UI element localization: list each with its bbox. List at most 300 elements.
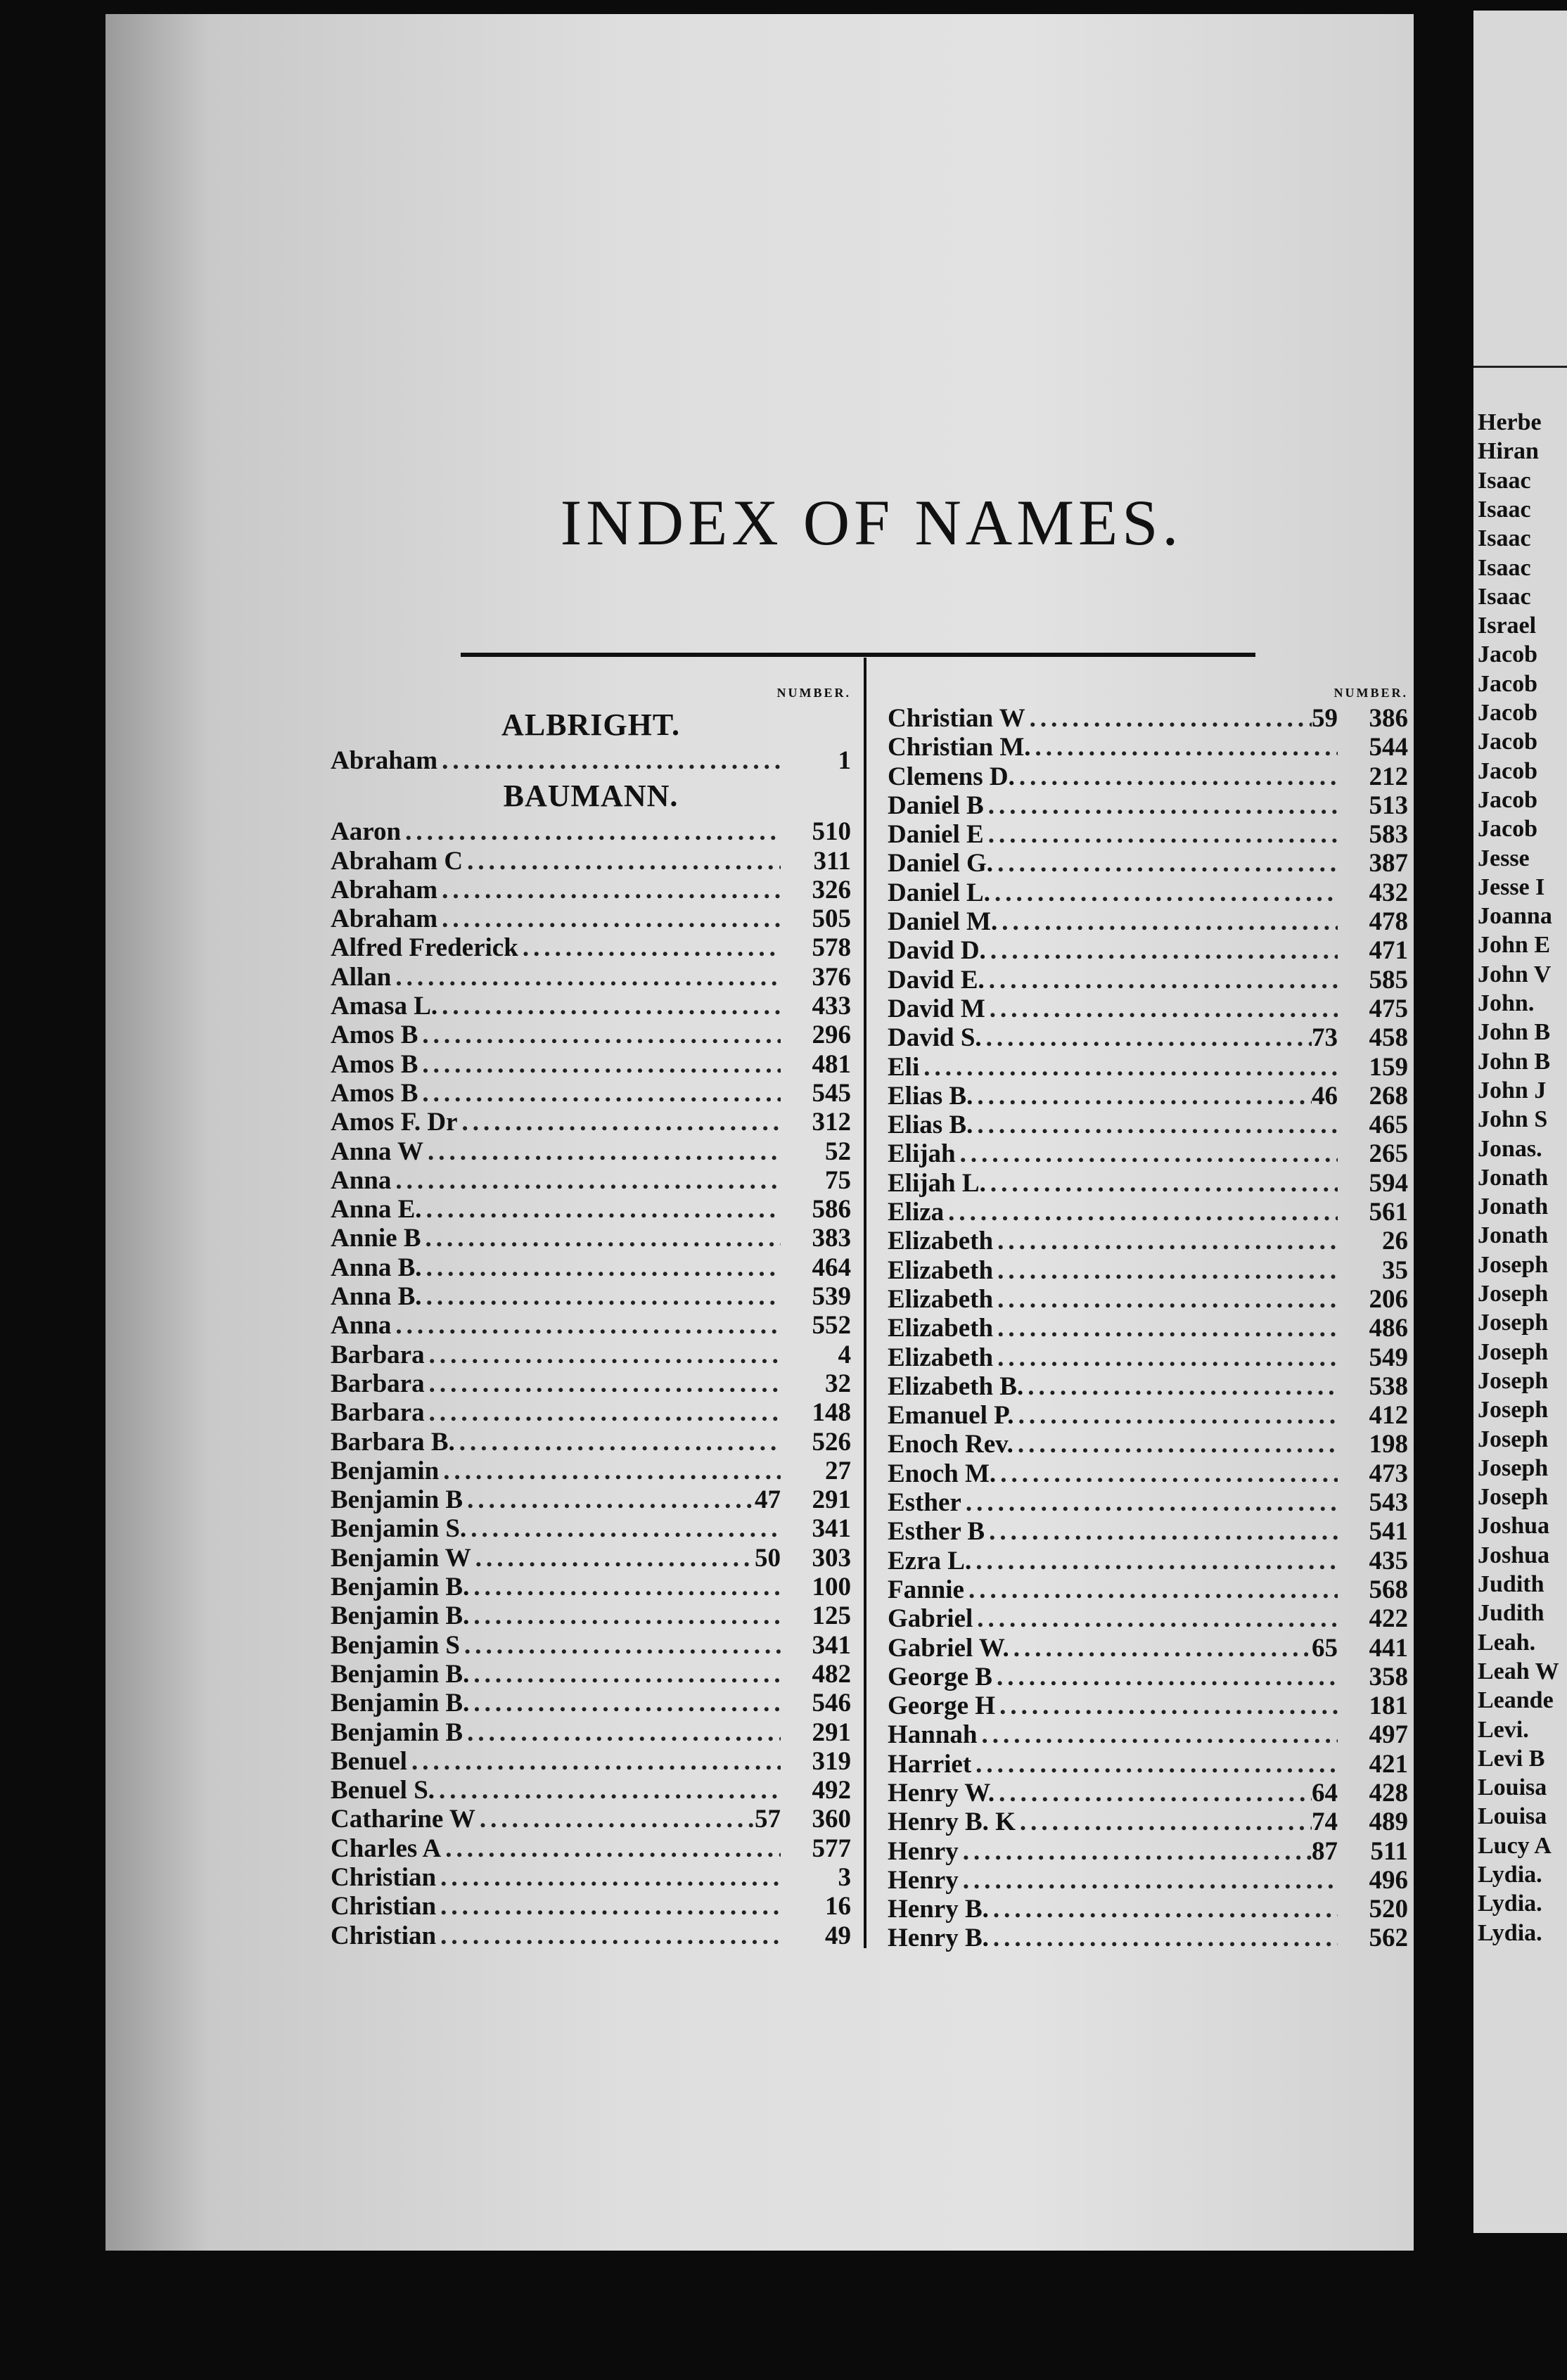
leader-dots — [973, 1082, 1312, 1111]
entry-name: Christian — [331, 1921, 437, 1950]
entry-number: 497 — [1369, 1720, 1408, 1750]
index-entry — [331, 1689, 851, 1717]
facing-page — [1473, 11, 1567, 2233]
index-entry — [888, 1547, 1408, 1575]
entry-number: 458 — [1369, 1023, 1408, 1053]
facing-page-entry: Joseph — [1478, 1281, 1549, 1307]
entry-number: 428 — [1369, 1778, 1408, 1808]
leader-dots — [463, 1718, 781, 1747]
facing-page-entry: Joseph — [1478, 1454, 1549, 1481]
index-entry — [888, 1808, 1408, 1836]
index-entry — [331, 1341, 851, 1369]
entry-name: Eli — [888, 1052, 920, 1082]
entry-name: Barbara — [331, 1340, 425, 1369]
entry-number: 552 — [812, 1311, 851, 1341]
leader-dots — [418, 1050, 781, 1079]
entry-name: Amos B — [331, 1049, 418, 1079]
leader-dots — [985, 966, 1338, 994]
entry-number: 268 — [1369, 1081, 1408, 1111]
index-entry — [888, 878, 1408, 907]
entry-name: Henry — [888, 1865, 959, 1895]
entry-number: 561 — [1369, 1198, 1408, 1227]
entry-name: Gabriel — [888, 1604, 973, 1634]
index-entry — [888, 1256, 1408, 1285]
facing-page-entry: Hiran — [1478, 438, 1539, 465]
entry-name: Abraham — [331, 746, 438, 775]
leader-dots — [469, 1660, 781, 1689]
entry-number: 489 — [1369, 1808, 1408, 1837]
entry-number: 511 — [1370, 1836, 1408, 1866]
facing-page-entry: Judith — [1478, 1600, 1544, 1627]
entry-number: 586 — [812, 1195, 851, 1224]
entry-name: Henry B. — [888, 1895, 989, 1924]
index-entry — [331, 1253, 851, 1282]
leader-dots — [466, 1514, 781, 1543]
entry-reference: 46 — [1312, 1081, 1338, 1111]
leader-dots — [460, 1631, 781, 1660]
entry-number: 383 — [812, 1224, 851, 1253]
entry-name: Elizabeth — [888, 1255, 994, 1285]
facing-page-entry: Jacob — [1478, 641, 1537, 668]
entry-name: Benuel — [331, 1746, 407, 1776]
entry-number: 212 — [1369, 762, 1408, 791]
entry-name: Barbara — [331, 1369, 425, 1398]
facing-page-entry: Jonas. — [1478, 1135, 1542, 1162]
entry-name: Barbara — [331, 1398, 425, 1428]
entry-name: Ezra L. — [888, 1546, 972, 1575]
index-entry — [331, 1863, 851, 1892]
leader-dots — [993, 1285, 1338, 1314]
facing-page-entry: Jacob — [1478, 700, 1537, 726]
facing-page-entry: Joshua — [1478, 1542, 1550, 1568]
entry-name: Hannah — [888, 1720, 978, 1750]
facing-page-entry: Lydia. — [1478, 1862, 1542, 1888]
index-entry — [331, 963, 851, 992]
facing-page-entry: John V — [1478, 961, 1552, 987]
entry-name: Benuel S. — [331, 1776, 435, 1805]
entry-number: 52 — [825, 1137, 851, 1166]
index-entry — [888, 1750, 1408, 1779]
leader-dots — [463, 847, 781, 876]
entry-name: David D. — [888, 936, 986, 966]
index-entry — [331, 1224, 851, 1253]
index-entry — [888, 1139, 1408, 1168]
leader-dots — [469, 1601, 781, 1630]
index-entry — [888, 1459, 1408, 1488]
leader-dots — [985, 994, 1338, 1023]
facing-page-entry: Jonath — [1478, 1164, 1549, 1191]
entry-number: 513 — [1369, 791, 1408, 820]
entry-name: Henry B. K — [888, 1808, 1016, 1837]
index-entry — [331, 1166, 851, 1195]
entry-number: 541 — [1369, 1517, 1408, 1547]
left-column — [331, 686, 851, 1950]
index-entry — [888, 1111, 1408, 1139]
entry-number: 26 — [1382, 1227, 1408, 1256]
surname-heading: ALBRIGHT. — [501, 708, 680, 742]
leader-dots — [436, 1892, 781, 1921]
entry-name: Anna B. — [331, 1253, 422, 1282]
entry-number: 505 — [812, 904, 851, 934]
index-entry — [888, 1488, 1408, 1517]
entry-number: 473 — [1369, 1459, 1408, 1488]
index-entry — [888, 1634, 1408, 1663]
entry-name: Daniel B — [888, 791, 984, 820]
leader-dots — [437, 746, 781, 775]
leader-dots — [391, 1166, 781, 1195]
facing-page-entry: Levi B — [1478, 1745, 1545, 1772]
facing-page-entry: John E — [1478, 932, 1550, 959]
entry-name: Esther B — [888, 1517, 985, 1547]
leader-dots — [973, 1111, 1338, 1139]
leader-dots — [971, 1750, 1338, 1779]
entry-number: 386 — [1369, 704, 1408, 733]
index-entry — [888, 1895, 1408, 1924]
entry-name: Catharine W — [331, 1805, 475, 1834]
facing-page-entry: Joseph — [1478, 1484, 1549, 1511]
entry-name: Barbara B. — [331, 1427, 455, 1457]
entry-name: Elizabeth — [888, 1314, 994, 1343]
entry-number: 583 — [1369, 820, 1408, 850]
leader-dots — [436, 1863, 781, 1892]
page-title: INDEX OF NAMES. — [560, 487, 1183, 558]
index-entry — [331, 1021, 851, 1049]
leader-dots — [992, 1663, 1338, 1691]
facing-page-entry: John B — [1478, 1019, 1550, 1046]
index-entry — [331, 876, 851, 904]
index-entry — [331, 1601, 851, 1630]
leader-dots — [455, 1428, 781, 1457]
entry-number: 422 — [1369, 1604, 1408, 1634]
entry-reference: 59 — [1312, 704, 1338, 733]
index-entry — [888, 791, 1408, 820]
facing-page-entry: Judith — [1478, 1571, 1544, 1597]
facing-page-entry: Leah W — [1478, 1658, 1559, 1684]
index-entry — [331, 847, 851, 876]
entry-number: 159 — [1369, 1052, 1408, 1082]
facing-page-entry: Jacob — [1478, 786, 1537, 813]
entry-name: Benjamin S — [331, 1630, 461, 1660]
index-entry — [888, 936, 1408, 965]
leader-dots — [1023, 1372, 1338, 1401]
entry-number: 538 — [1369, 1371, 1408, 1401]
entry-name: Henry B. — [888, 1924, 989, 1953]
facing-page-entry: Jacob — [1478, 670, 1537, 697]
facing-page-entry: Louisa — [1478, 1803, 1547, 1830]
facing-page-entry: Isaac — [1478, 554, 1531, 581]
entry-number: 544 — [1369, 733, 1408, 762]
facing-page-entry: Levi. — [1478, 1716, 1529, 1743]
index-entry — [331, 1137, 851, 1166]
leader-dots — [995, 1691, 1338, 1720]
header-rule — [461, 653, 1255, 657]
leader-dots — [436, 1921, 781, 1950]
entry-number: 478 — [1369, 907, 1408, 937]
leader-dots — [425, 1341, 781, 1369]
right-column — [888, 686, 1408, 1953]
facing-page-entry: John S — [1478, 1106, 1548, 1133]
entry-name: Anna W — [331, 1137, 423, 1166]
index-entry — [888, 1866, 1408, 1895]
leader-dots — [1013, 1430, 1338, 1459]
entry-number: 475 — [1369, 994, 1408, 1023]
entry-number: 312 — [812, 1108, 851, 1137]
entry-number: 1 — [838, 746, 851, 775]
facing-page-entry: Joseph — [1478, 1397, 1549, 1423]
entry-number: 492 — [812, 1776, 851, 1805]
entry-number: 100 — [812, 1573, 851, 1602]
leader-dots — [973, 1604, 1338, 1633]
index-entry — [331, 1892, 851, 1921]
leader-dots — [1025, 704, 1312, 733]
leader-dots — [425, 1369, 781, 1398]
index-entry — [331, 1457, 851, 1485]
entry-number: 421 — [1369, 1749, 1408, 1779]
leader-dots — [993, 1256, 1338, 1285]
entry-name: Daniel G. — [888, 849, 994, 878]
leader-dots — [959, 1837, 1312, 1866]
leader-dots — [984, 820, 1338, 849]
facing-page-entry: Leande — [1478, 1687, 1554, 1714]
index-entry — [331, 1079, 851, 1108]
leader-dots — [919, 1053, 1338, 1082]
index-entry — [331, 904, 851, 933]
leader-dots — [984, 791, 1338, 820]
entry-number: 578 — [812, 933, 851, 963]
entry-number: 27 — [825, 1456, 851, 1485]
leader-dots — [978, 1720, 1338, 1749]
facing-page-entry: Jacob — [1478, 729, 1537, 755]
entry-name: Harriet — [888, 1749, 972, 1779]
entry-number: 441 — [1369, 1633, 1408, 1663]
leader-dots — [971, 1547, 1338, 1575]
facing-page-entry: Joseph — [1478, 1426, 1549, 1452]
facing-page-entry: Lydia. — [1478, 1919, 1542, 1946]
index-entry — [888, 1401, 1408, 1430]
index-entry — [888, 849, 1408, 878]
leader-dots — [423, 1137, 781, 1166]
entry-reference: 57 — [755, 1805, 781, 1834]
facing-page-rule — [1473, 366, 1567, 368]
entry-name: David M — [888, 994, 985, 1023]
entry-name: Henry W. — [888, 1778, 995, 1808]
index-entry — [888, 1343, 1408, 1372]
surname-heading: BAUMANN. — [503, 779, 679, 814]
leader-dots — [944, 1198, 1338, 1227]
leader-dots — [986, 1169, 1338, 1198]
leader-dots — [986, 936, 1338, 965]
facing-page-entry: Israel — [1478, 613, 1537, 639]
entry-number: 568 — [1369, 1575, 1408, 1604]
entry-name: Elizabeth — [888, 1227, 994, 1256]
leader-dots — [463, 1485, 755, 1514]
entry-name: Amos B — [331, 1021, 418, 1050]
entry-number: 433 — [812, 992, 851, 1021]
entry-number: 181 — [1369, 1691, 1408, 1721]
index-entry — [331, 1514, 851, 1543]
entry-number: 549 — [1369, 1343, 1408, 1372]
facing-page-entry: Joseph — [1478, 1338, 1549, 1365]
leader-dots — [441, 1834, 781, 1863]
entry-number: 546 — [812, 1689, 851, 1718]
index-entry — [331, 1311, 851, 1340]
leader-dots — [418, 1079, 781, 1108]
entry-number: 311 — [813, 846, 851, 876]
entry-number: 481 — [812, 1049, 851, 1079]
index-entry — [888, 1198, 1408, 1227]
leader-dots — [959, 1866, 1338, 1895]
leader-dots — [425, 1398, 781, 1427]
leader-dots — [993, 1314, 1338, 1343]
index-entry — [888, 1227, 1408, 1255]
leader-dots — [471, 1544, 755, 1573]
entry-name: Anna E. — [331, 1195, 422, 1224]
entry-number: 435 — [1369, 1546, 1408, 1575]
entry-number: 125 — [812, 1601, 851, 1631]
facing-page-entry: Jacob — [1478, 757, 1537, 784]
entry-name: Abraham — [331, 875, 438, 904]
entry-number: 341 — [812, 1514, 851, 1544]
entry-number: 49 — [825, 1921, 851, 1950]
entry-name: Eliza — [888, 1198, 945, 1227]
entry-number: 486 — [1369, 1314, 1408, 1343]
facing-page-entry: Joseph — [1478, 1310, 1549, 1336]
facing-page-entry: Jonath — [1478, 1194, 1549, 1220]
index-entry — [888, 1604, 1408, 1633]
facing-page-entry: Lucy A — [1478, 1832, 1552, 1859]
entry-number: 319 — [812, 1746, 851, 1776]
entry-name: David S. — [888, 1023, 982, 1053]
index-entry — [331, 1776, 851, 1805]
entry-number: 526 — [812, 1427, 851, 1457]
index-entry — [331, 1718, 851, 1747]
leader-dots — [985, 1517, 1338, 1546]
index-entry — [331, 1428, 851, 1457]
leader-dots — [469, 1573, 781, 1601]
entry-number: 75 — [825, 1165, 851, 1195]
entry-number: 510 — [812, 817, 851, 847]
entry-name: Amos F. Dr — [331, 1108, 458, 1137]
entry-number: 465 — [1369, 1111, 1408, 1140]
entry-name: Daniel E — [888, 820, 984, 850]
entry-reference: 65 — [1312, 1633, 1338, 1663]
entry-number: 35 — [1382, 1255, 1408, 1285]
leader-dots — [421, 1224, 781, 1253]
facing-page-entry: John J — [1478, 1077, 1547, 1103]
entry-name: George B — [888, 1662, 992, 1691]
entry-name: Amos B — [331, 1078, 418, 1108]
index-entry — [331, 1631, 851, 1660]
index-entry — [331, 1805, 851, 1834]
number-column-header: NUMBER. — [776, 686, 851, 700]
entry-number: 464 — [812, 1253, 851, 1282]
leader-dots — [435, 1776, 781, 1805]
leader-dots — [993, 849, 1338, 878]
entry-name: Alfred Frederick — [331, 933, 518, 963]
entry-name: David E. — [888, 965, 985, 994]
index-entry — [888, 762, 1408, 791]
facing-page-entry: Jesse I — [1478, 874, 1545, 900]
facing-page-entry: Joshua — [1478, 1513, 1550, 1540]
leader-dots — [437, 904, 781, 933]
facing-page-entry: Joseph — [1478, 1367, 1549, 1394]
index-entry — [331, 1369, 851, 1398]
entry-name: Charles A — [331, 1834, 442, 1863]
index-entry — [331, 1921, 851, 1950]
leader-dots — [1031, 733, 1338, 762]
entry-name: Christian M. — [888, 733, 1031, 762]
leader-dots — [989, 1924, 1338, 1952]
entry-number: 148 — [812, 1398, 851, 1428]
index-entry — [888, 1691, 1408, 1720]
index-entry — [888, 1837, 1408, 1866]
leader-dots — [1014, 1401, 1338, 1430]
leader-dots — [469, 1689, 781, 1717]
entry-reference: 50 — [755, 1543, 781, 1573]
leader-dots — [422, 1195, 781, 1224]
entry-name: Benjamin B — [331, 1717, 463, 1747]
entry-name: Christian W — [888, 704, 1025, 733]
entry-number: 326 — [812, 875, 851, 904]
entry-number: 577 — [812, 1834, 851, 1863]
entry-number: 291 — [812, 1717, 851, 1747]
entry-number: 198 — [1369, 1430, 1408, 1459]
index-entry — [331, 1398, 851, 1427]
entry-name: George H — [888, 1691, 996, 1721]
leader-dots — [964, 1575, 1338, 1604]
leader-dots — [418, 1021, 781, 1049]
entry-number: 376 — [812, 962, 851, 992]
index-entry — [331, 1195, 851, 1224]
leader-dots — [422, 1253, 781, 1282]
leader-dots — [1015, 762, 1338, 791]
facing-page-entry: Lydia. — [1478, 1890, 1542, 1917]
entry-number: 412 — [1369, 1401, 1408, 1431]
leader-dots — [989, 1895, 1338, 1924]
entry-number: 562 — [1369, 1924, 1408, 1953]
facing-page-entry: Isaac — [1478, 467, 1531, 494]
index-entry — [331, 1834, 851, 1863]
index-entry — [331, 1108, 851, 1137]
leader-dots — [437, 876, 781, 904]
leader-dots — [990, 878, 1338, 907]
index-entry — [331, 1282, 851, 1311]
leader-dots — [401, 817, 781, 846]
entry-name: Amasa L. — [331, 992, 438, 1021]
entry-number: 360 — [812, 1805, 851, 1834]
entry-number: 432 — [1369, 878, 1408, 907]
index-entry — [331, 933, 851, 962]
entry-number: 4 — [838, 1340, 851, 1369]
entry-name: Esther — [888, 1488, 961, 1518]
entry-number: 296 — [812, 1021, 851, 1050]
index-entry — [888, 966, 1408, 994]
entry-number: 543 — [1369, 1488, 1408, 1518]
facing-page-entry: Leah. — [1478, 1629, 1536, 1656]
leader-dots — [391, 1311, 781, 1340]
facing-page-entry: Isaac — [1478, 496, 1531, 523]
entry-name: Benjamin B. — [331, 1659, 470, 1689]
entry-name: Benjamin — [331, 1456, 440, 1485]
entry-number: 303 — [812, 1543, 851, 1573]
entry-number: 341 — [812, 1630, 851, 1660]
index-entry — [888, 1314, 1408, 1343]
index-entry — [888, 1779, 1408, 1808]
index-entry — [331, 1573, 851, 1601]
entry-number: 585 — [1369, 965, 1408, 994]
leader-dots — [458, 1108, 781, 1137]
leader-dots — [475, 1805, 755, 1834]
